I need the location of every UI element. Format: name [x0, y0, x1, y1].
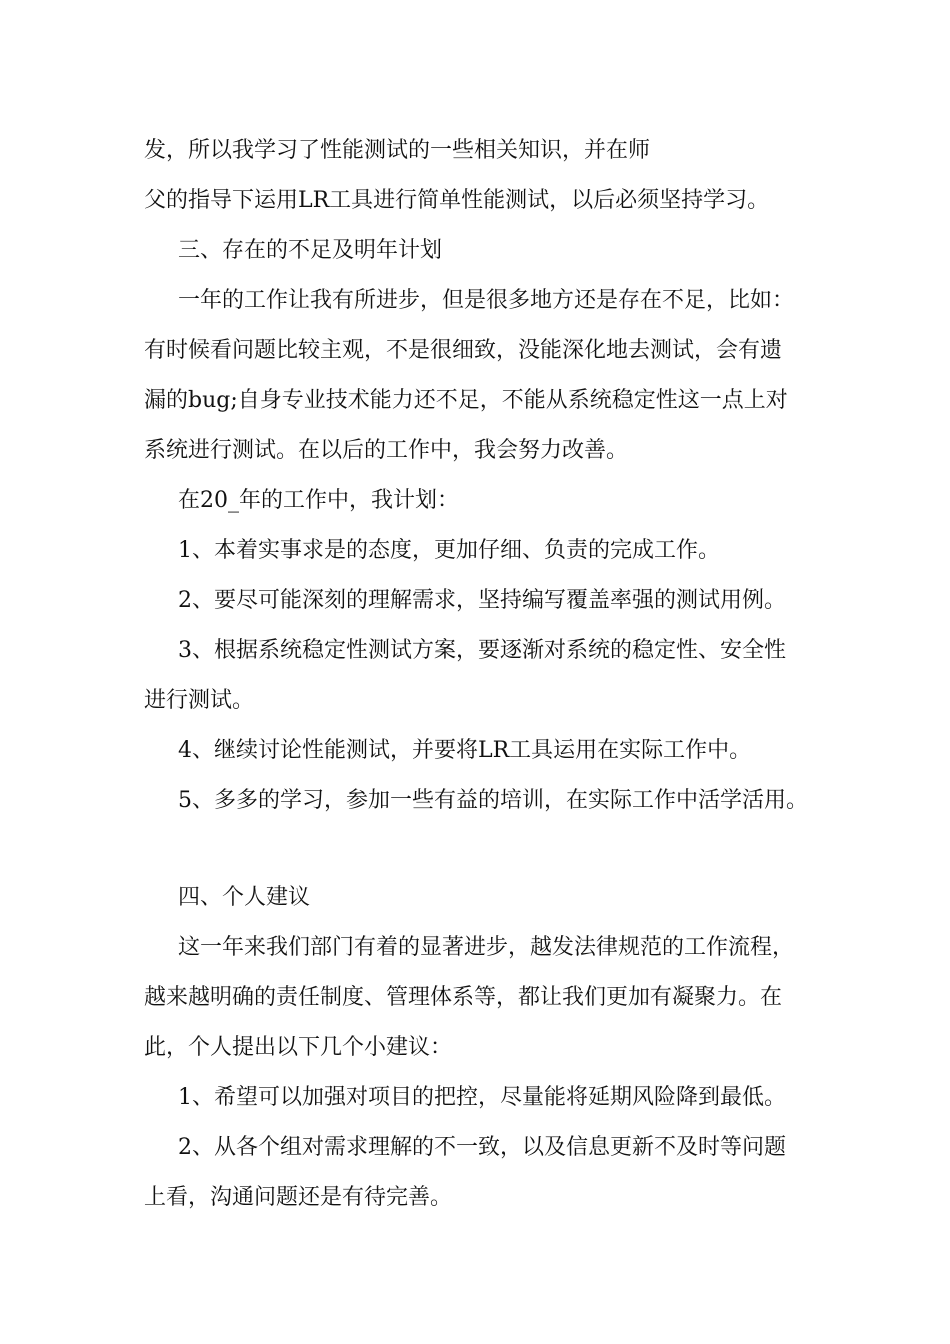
list-item: 4、继续讨论性能测试，并要将LR工具运用在实际工作中。: [178, 738, 752, 763]
text-line: 进行测试。: [144, 688, 255, 713]
list-item: 3、根据系统稳定性测试方案，要逐渐对系统的稳定性、安全性: [178, 638, 786, 663]
text-line: 越来越明确的责任制度、管理体系等，都让我们更加有凝聚力。在: [144, 985, 783, 1010]
section-heading: 三、存在的不足及明年计划: [178, 238, 443, 263]
list-item: 5、多多的学习，参加一些有益的培训，在实际工作中活学活用。: [178, 788, 808, 813]
list-item: 2、要尽可能深刻的理解需求，坚持编写覆盖率强的测试用例。: [178, 588, 786, 613]
list-item: 2、从各个组对需求理解的不一致，以及信息更新不及时等问题: [178, 1135, 786, 1160]
text-line: 在20_年的工作中，我计划：: [178, 488, 459, 513]
text-line: 一年的工作让我有所进步，但是很多地方还是存在不足，比如：: [178, 288, 795, 313]
text-line: 发，所以我学习了性能测试的一些相关知识，并在师: [144, 138, 651, 163]
section-heading: 四、个人建议: [178, 885, 311, 910]
text-line: 系统进行测试。在以后的工作中，我会努力改善。: [144, 438, 629, 463]
text-line: 此，个人提出以下几个小建议：: [144, 1035, 453, 1060]
list-item: 1、希望可以加强对项目的把控，尽量能将延期风险降到最低。: [178, 1085, 786, 1110]
text-line: 这一年来我们部门有着的显著进步，越发法律规范的工作流程，: [178, 935, 795, 960]
text-line: 漏的bug;自身专业技术能力还不足，不能从系统稳定性这一点上对: [144, 388, 788, 413]
text-line: 上看，沟通问题还是有待完善。: [144, 1185, 453, 1210]
list-item: 1、本着实事求是的态度，更加仔细、负责的完成工作。: [178, 538, 720, 563]
text-line: 有时候看问题比较主观，不是很细致，没能深化地去测试，会有遗: [144, 338, 783, 363]
text-line: 父的指导下运用LR工具进行简单性能测试，以后必须坚持学习。: [144, 188, 770, 213]
